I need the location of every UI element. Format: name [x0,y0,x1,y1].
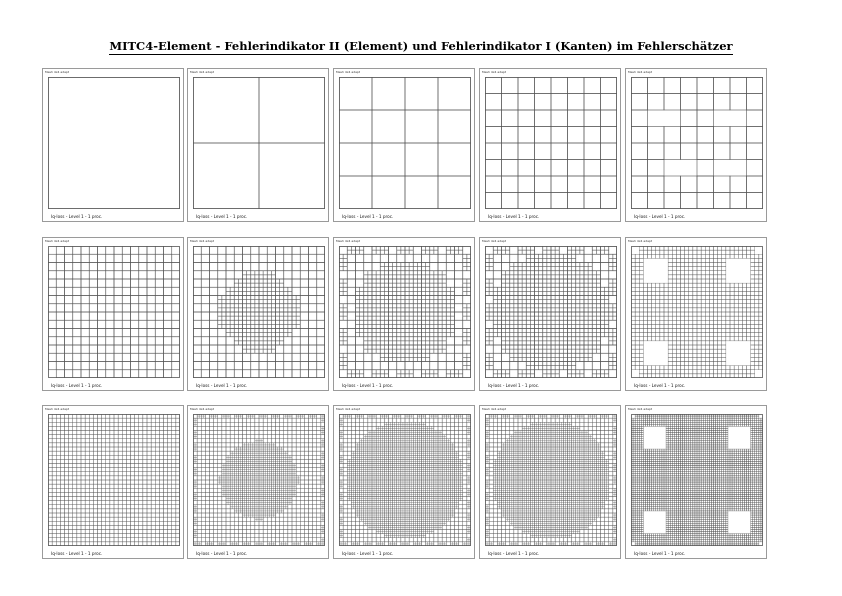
title-text: MITC4-Element - Fehlerindikator II (Element) und Fehlerindikator I (Kanten) im Fehlerschätzer [109,39,733,53]
mesh-panel [625,405,767,559]
mesh-plot [193,414,325,546]
panel-header: Mesh 4x4 adapt [190,70,215,74]
panel-header: Mesh 4x4 adapt [45,70,70,74]
mesh-plot [339,414,471,546]
mesh-plot [48,414,180,546]
mesh-plot [631,246,763,378]
mesh-panel [625,237,767,391]
mesh-plot [485,414,617,546]
panel-footer: Iq-loss - Level 1 - 1 proc. [488,551,540,556]
panel-header: Mesh 4x4 adapt [190,239,215,243]
mesh-panel [42,68,184,222]
mesh-plot [48,246,180,378]
panel-header: Mesh 4x4 adapt [336,70,361,74]
panel-footer: Iq-loss - Level 1 - 1 proc. [51,383,103,388]
mesh-panel [479,237,621,391]
mesh-panel [187,68,329,222]
mesh-panel [333,237,475,391]
mesh-panel [187,405,329,559]
mesh-panel [479,68,621,222]
mesh-plot [485,246,617,378]
panel-header: Mesh 4x4 adapt [628,239,653,243]
panel-header: Mesh 4x4 adapt [628,70,653,74]
panel-footer: Iq-loss - Level 1 - 1 proc. [51,551,103,556]
panel-header: Mesh 4x4 adapt [45,407,70,411]
mesh-panel [333,405,475,559]
panel-footer: Iq-loss - Level 1 - 1 proc. [488,383,540,388]
panel-footer: Iq-loss - Level 1 - 1 proc. [634,551,686,556]
page-title [0,39,842,53]
panel-footer: Iq-loss - Level 1 - 1 proc. [196,551,248,556]
panel-footer: Iq-loss - Level 1 - 1 proc. [488,214,540,219]
mesh-panel [42,405,184,559]
panel-footer: Iq-loss - Level 1 - 1 proc. [634,214,686,219]
panel-header: Mesh 4x4 adapt [336,239,361,243]
panel-header: Mesh 4x4 adapt [628,407,653,411]
mesh-plot [48,77,180,209]
panel-footer: Iq-loss - Level 1 - 1 proc. [196,214,248,219]
panel-footer: Iq-loss - Level 1 - 1 proc. [196,383,248,388]
panel-header: Mesh 4x4 adapt [482,407,507,411]
panel-footer: Iq-loss - Level 1 - 1 proc. [634,383,686,388]
mesh-plot [631,414,763,546]
panel-header: Mesh 4x4 adapt [482,239,507,243]
panel-header: Mesh 4x4 adapt [190,407,215,411]
panel-header: Mesh 4x4 adapt [482,70,507,74]
panel-footer: Iq-loss - Level 1 - 1 proc. [51,214,103,219]
mesh-plot [339,77,471,209]
mesh-plot [193,246,325,378]
mesh-plot [631,77,763,209]
mesh-plot [339,246,471,378]
mesh-panel [333,68,475,222]
mesh-plot [193,77,325,209]
panel-footer: Iq-loss - Level 1 - 1 proc. [342,383,394,388]
mesh-panel [187,237,329,391]
mesh-panel [479,405,621,559]
mesh-panel [625,68,767,222]
mesh-plot [485,77,617,209]
panel-header: Mesh 4x4 adapt [336,407,361,411]
panel-footer: Iq-loss - Level 1 - 1 proc. [342,551,394,556]
panel-header: Mesh 4x4 adapt [45,239,70,243]
panel-footer: Iq-loss - Level 1 - 1 proc. [342,214,394,219]
mesh-panel [42,237,184,391]
